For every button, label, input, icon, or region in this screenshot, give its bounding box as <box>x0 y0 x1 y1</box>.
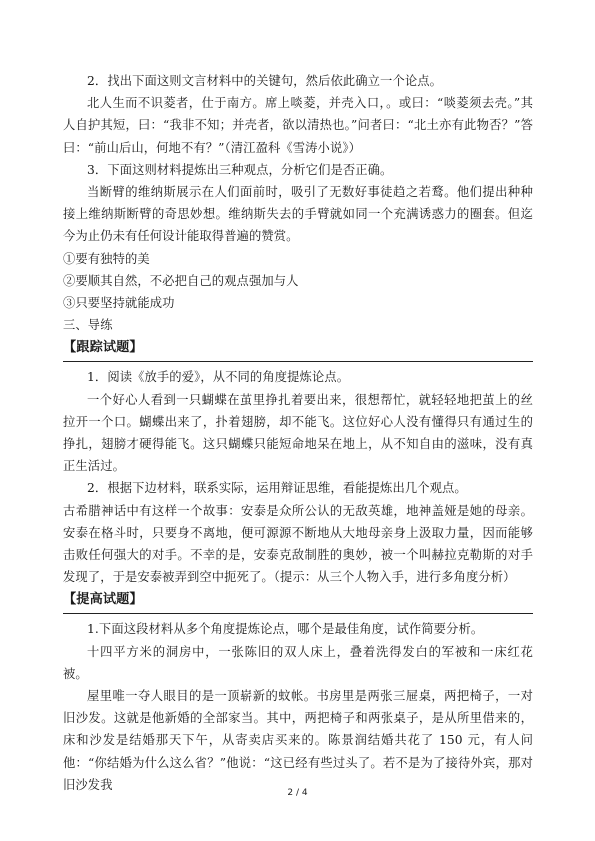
track-question-2-passage: 古希腊神话中有这样一个故事：安泰是众所公认的无敌英雄，地神盖娅是她的母亲。安泰在格斗时，只要身不离地，便可源源不断地从大地母亲身上汲取力量，因而能够击败任何强大的对手。不幸的是，安泰克敌制胜的奥妙，被一个叫赫拉克勒斯的对手发现了，于是安泰被弄到空中扼死了。（提示：从三个人物入手，进行多角度分析） <box>63 503 533 585</box>
option-2: ②要顺其自然，不必把自己的观点强加与人 <box>63 273 299 288</box>
question-3-passage: 当断臂的维纳斯展示在人们面前时，吸引了无数好事徒趋之若鹜。他们提出种种接上维纳斯断臂的奇思妙想。维纳斯失去的手臂就如同一个充满诱惑力的圈套。但迄今为止仍未有任何设计能取得普遍的赞赏。 <box>63 185 533 244</box>
track-question-1-title: 1．阅读《放手的爱》，从不同的角度提炼论点。 <box>87 370 350 385</box>
question-3-title: 3．下面这则材料提炼出三种观点，分析它们是否正确。 <box>87 162 393 177</box>
divider-line <box>63 361 533 362</box>
page-number: 2 / 4 <box>287 788 308 798</box>
advanced-question-1-paragraph-1: 十四平方米的洞房中，一张陈旧的双人床上，叠着洗得发白的军被和一床红花被。 <box>63 644 533 681</box>
question-2-passage: 北人生而不识菱者，仕于南方。席上啖菱，并壳入口，。或曰：“啖菱须去壳。”其人自护其短，曰：“我非不知；并壳者，欲以清热也。”问者曰：“北土亦有此物否？”答曰：“前山后山，何地不有？”（清江盈科《雪涛小说》） <box>63 96 533 155</box>
track-question-1-passage: 一个好心人看到一只蝴蝶在茧里挣扎着要出来，很想帮忙，就轻轻地把茧上的丝拉开一个口。蝴蝶出来了，扑着翅膀，却不能飞。这位好心人没有懂得只有通过生的挣扎，翅膀才硬得能飞。这只蝴蝶只能短命地呆在地上，从不知自由的滋味，没有真正生活过。 <box>63 392 533 474</box>
advanced-question-1-paragraph-2: 屋里唯一夺人眼目的是一顶崭新的蚊帐。书房里是两张三屉桌，两把椅子，一对旧沙发。这就是他新婚的全部家当。其中，两把椅子和两张桌子，是从所里借来的，床和沙发是结婚那天下午，从寄卖店买来的。陈景润结婚共花了 150 元，有人问他：“你结婚为什么这么省？”他说：“这已经有些过头了。若不是为了接待外宾，那对旧沙发我 <box>63 689 533 792</box>
option-1: ①要有独特的美 <box>63 251 150 266</box>
page-content <box>63 70 533 796</box>
divider-line <box>63 613 533 614</box>
track-question-2-title: 2．根据下边材料，联系实际，运用辩证思维，看能提炼出几个观点。 <box>87 481 467 496</box>
tracking-questions-heading: 【跟踪试题】 <box>63 340 143 356</box>
option-3: ③只要坚持就能成功 <box>63 296 175 311</box>
question-2-title: 2．找出下面这则文言材料中的关键句，然后依此确立一个论点。 <box>87 74 443 88</box>
advanced-question-1-title: 1.下面这段材料从多个角度提炼论点，哪个是最佳角度，试作简要分析。 <box>87 622 484 637</box>
advanced-questions-heading: 【提高试题】 <box>63 592 143 608</box>
section-3-heading: 三、导练 <box>63 318 113 333</box>
